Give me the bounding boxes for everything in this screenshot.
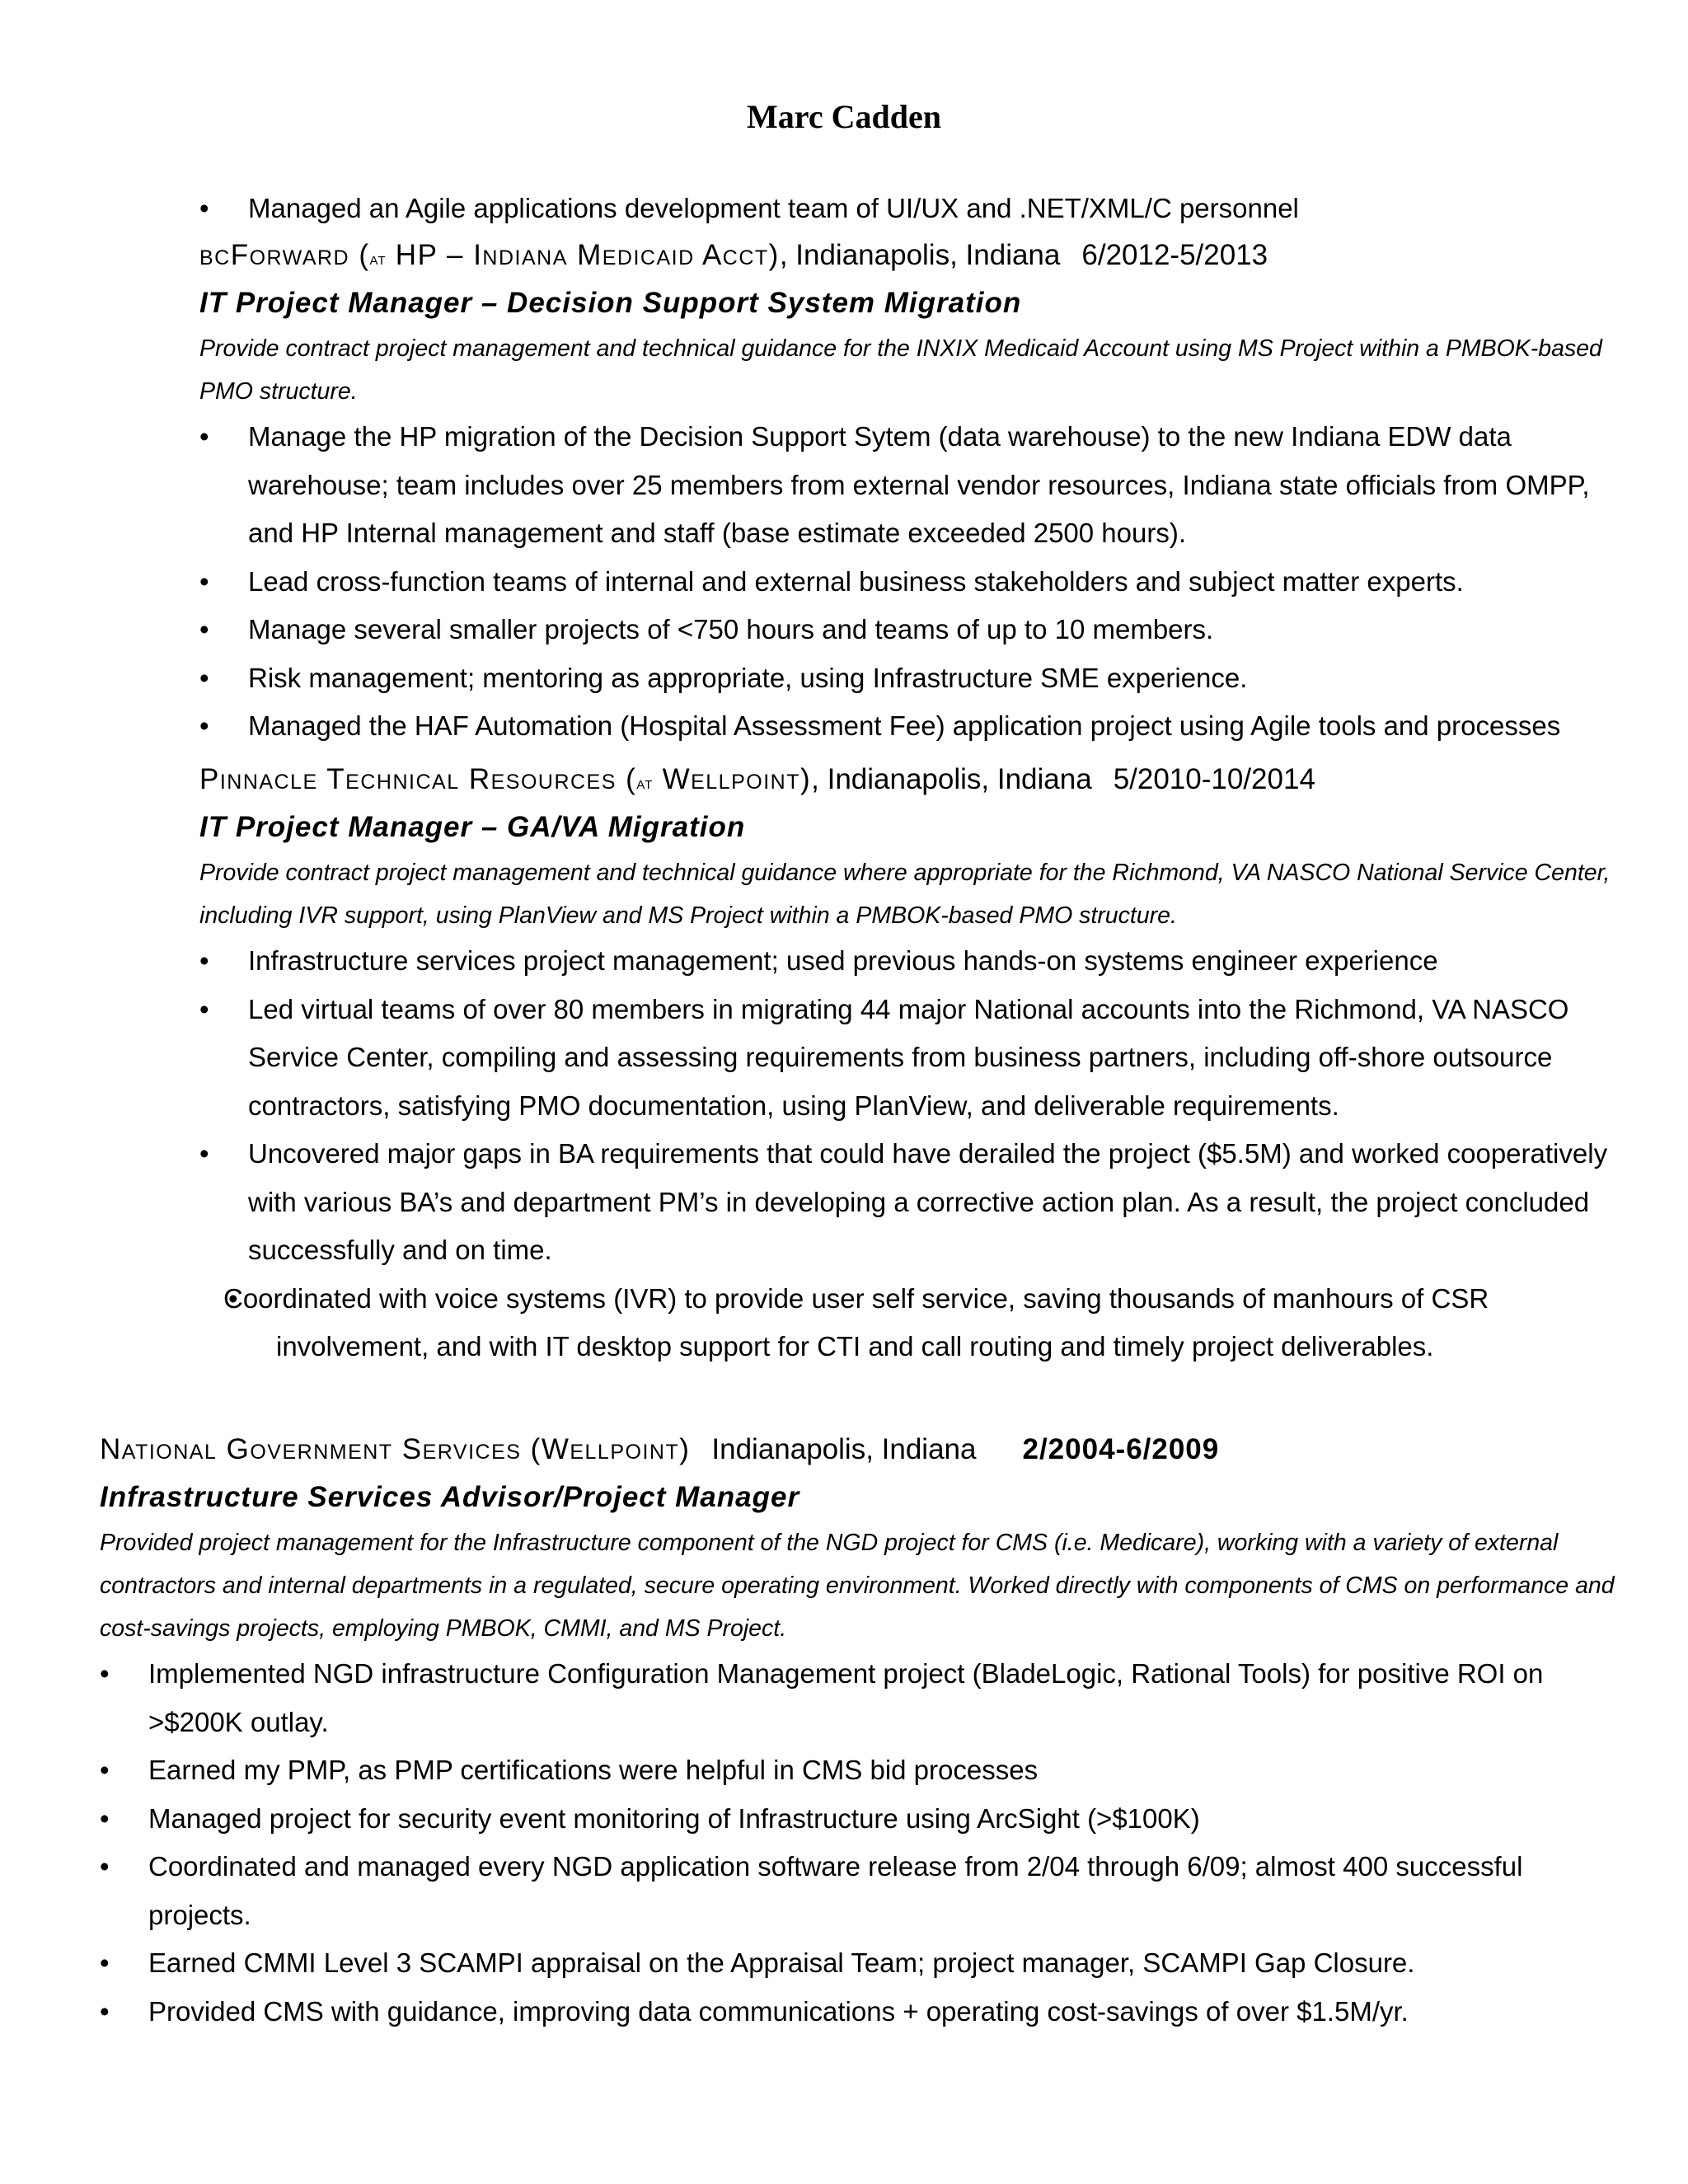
list-item: • Lead cross-function teams of internal and external business stakeholders and subject matter experts. xyxy=(199,558,1617,607)
list-item-sub: • Coordinated with voice systems (IVR) to provide user self service, saving thousands of manhours of CSR involvement, and with IT desktop support for CTI and call routing and timely project deliverables. xyxy=(199,1275,1617,1371)
job-ngs xyxy=(100,1426,1616,2036)
company-line xyxy=(199,756,1617,804)
employment-dates: 6/2012-5/2013 xyxy=(1081,239,1268,271)
employment-dates: 2/2004-6/2009 xyxy=(1022,1433,1220,1465)
resume-name: Marc Cadden xyxy=(747,98,941,135)
list-item: • Managed the HAF Automation (Hospital Assessment Fee) application project using Agile tools and processes xyxy=(199,702,1617,751)
company-name: Pinnacle Technical Resources (at Wellpoint) xyxy=(199,763,812,795)
job-bullets xyxy=(199,413,1617,751)
job-bullets xyxy=(199,937,1617,1371)
company-location: , Indianapolis, Indiana xyxy=(779,239,1061,271)
list-item: • Earned my PMP, as PMP certifications were helpful in CMS bid processes xyxy=(100,1746,1616,1795)
company-location: , Indianapolis, Indiana xyxy=(811,763,1092,795)
job-role: Infrastructure Services Advisor/Project Manager xyxy=(100,1481,800,1513)
company-name: bcForward (at HP – Indiana Medicaid Acct) xyxy=(199,239,780,271)
company-line xyxy=(100,1426,1616,1474)
employment-dates: 5/2010-10/2014 xyxy=(1113,763,1315,795)
job-summary: Provided project management for the Infrastructure component of the NGD project for CMS (i.e. Medicare), working with a variety of external contractors and internal departments in a regulated, secure operating environment. Worked directly with components of CMS on performance and cost-savings projects, employing PMBOK, CMMI, and MS Project. xyxy=(100,1530,1615,1642)
list-item: • Risk management; mentoring as appropriate, using Infrastructure SME experience. xyxy=(199,654,1617,703)
list-item: • Provided CMS with guidance, improving data communications + operating cost-savings of over $1.5M/yr. xyxy=(100,1988,1616,2036)
top-bullets xyxy=(199,185,1617,233)
job-summary: Provide contract project management and technical guidance where appropriate for the Richmond, VA NASCO National Service Center, including IVR support, using PlanView and MS Project within a PMBOK-based PMO structure. xyxy=(199,860,1611,929)
job-bcforward xyxy=(199,232,1617,751)
list-item: • Led virtual teams of over 80 members in migrating 44 major National accounts into the Richmond, VA NASCO Service Center, compiling and assessing requirements from business partners, including off-shore outsource contractors, satisfying PMO documentation, using PlanView, and deliverable requirements. xyxy=(199,986,1617,1131)
list-item: • Uncovered major gaps in BA requirements that could have derailed the project ($5.5M) and worked cooperatively with various BA’s and department PM’s in developing a corrective action plan. As a result, the project concluded successfully and on time. xyxy=(199,1130,1617,1275)
list-item: • Managed an Agile applications development team of UI/UX and .NET/XML/C personnel xyxy=(199,185,1617,233)
list-item: • Manage the HP migration of the Decision Support Sytem (data warehouse) to the new Indiana EDW data warehouse; team includes over 25 members from external vendor resources, Indiana state officials from OMPP, and HP Internal management and staff (base estimate exceeded 2500 hours). xyxy=(199,413,1617,558)
company-name: National Government Services (Wellpoint) xyxy=(100,1433,691,1465)
list-item: • Implemented NGD infrastructure Configuration Management project (BladeLogic, Rational Tools) for positive ROI on >$200K outlay. xyxy=(100,1650,1616,1746)
list-item: • Manage several smaller projects of <750 hours and teams of up to 10 members. xyxy=(199,606,1617,654)
job-pinnacle xyxy=(199,756,1617,1371)
list-item: • Infrastructure services project management; used previous hands-on systems engineer experience xyxy=(199,937,1617,986)
company-line xyxy=(199,232,1617,279)
list-item: • Coordinated and managed every NGD application software release from 2/04 through 6/09; almost 400 successful projects. xyxy=(100,1843,1616,1939)
company-location: Indianapolis, Indiana xyxy=(711,1433,977,1465)
job-bullets xyxy=(100,1650,1616,2036)
list-item: • Managed project for security event monitoring of Infrastructure using ArcSight (>$100K) xyxy=(100,1795,1616,1844)
job-summary: Provide contract project management and technical guidance for the INXIX Medicaid Account using MS Project within a PMBOK-based PMO structure. xyxy=(199,335,1602,405)
list-item: • Earned CMMI Level 3 SCAMPI appraisal on the Appraisal Team; project manager, SCAMPI Gap Closure. xyxy=(100,1939,1616,1988)
job-role: IT Project Manager – GA/VA Migration xyxy=(199,811,746,843)
job-role: IT Project Manager – Decision Support System Migration xyxy=(199,287,1022,319)
